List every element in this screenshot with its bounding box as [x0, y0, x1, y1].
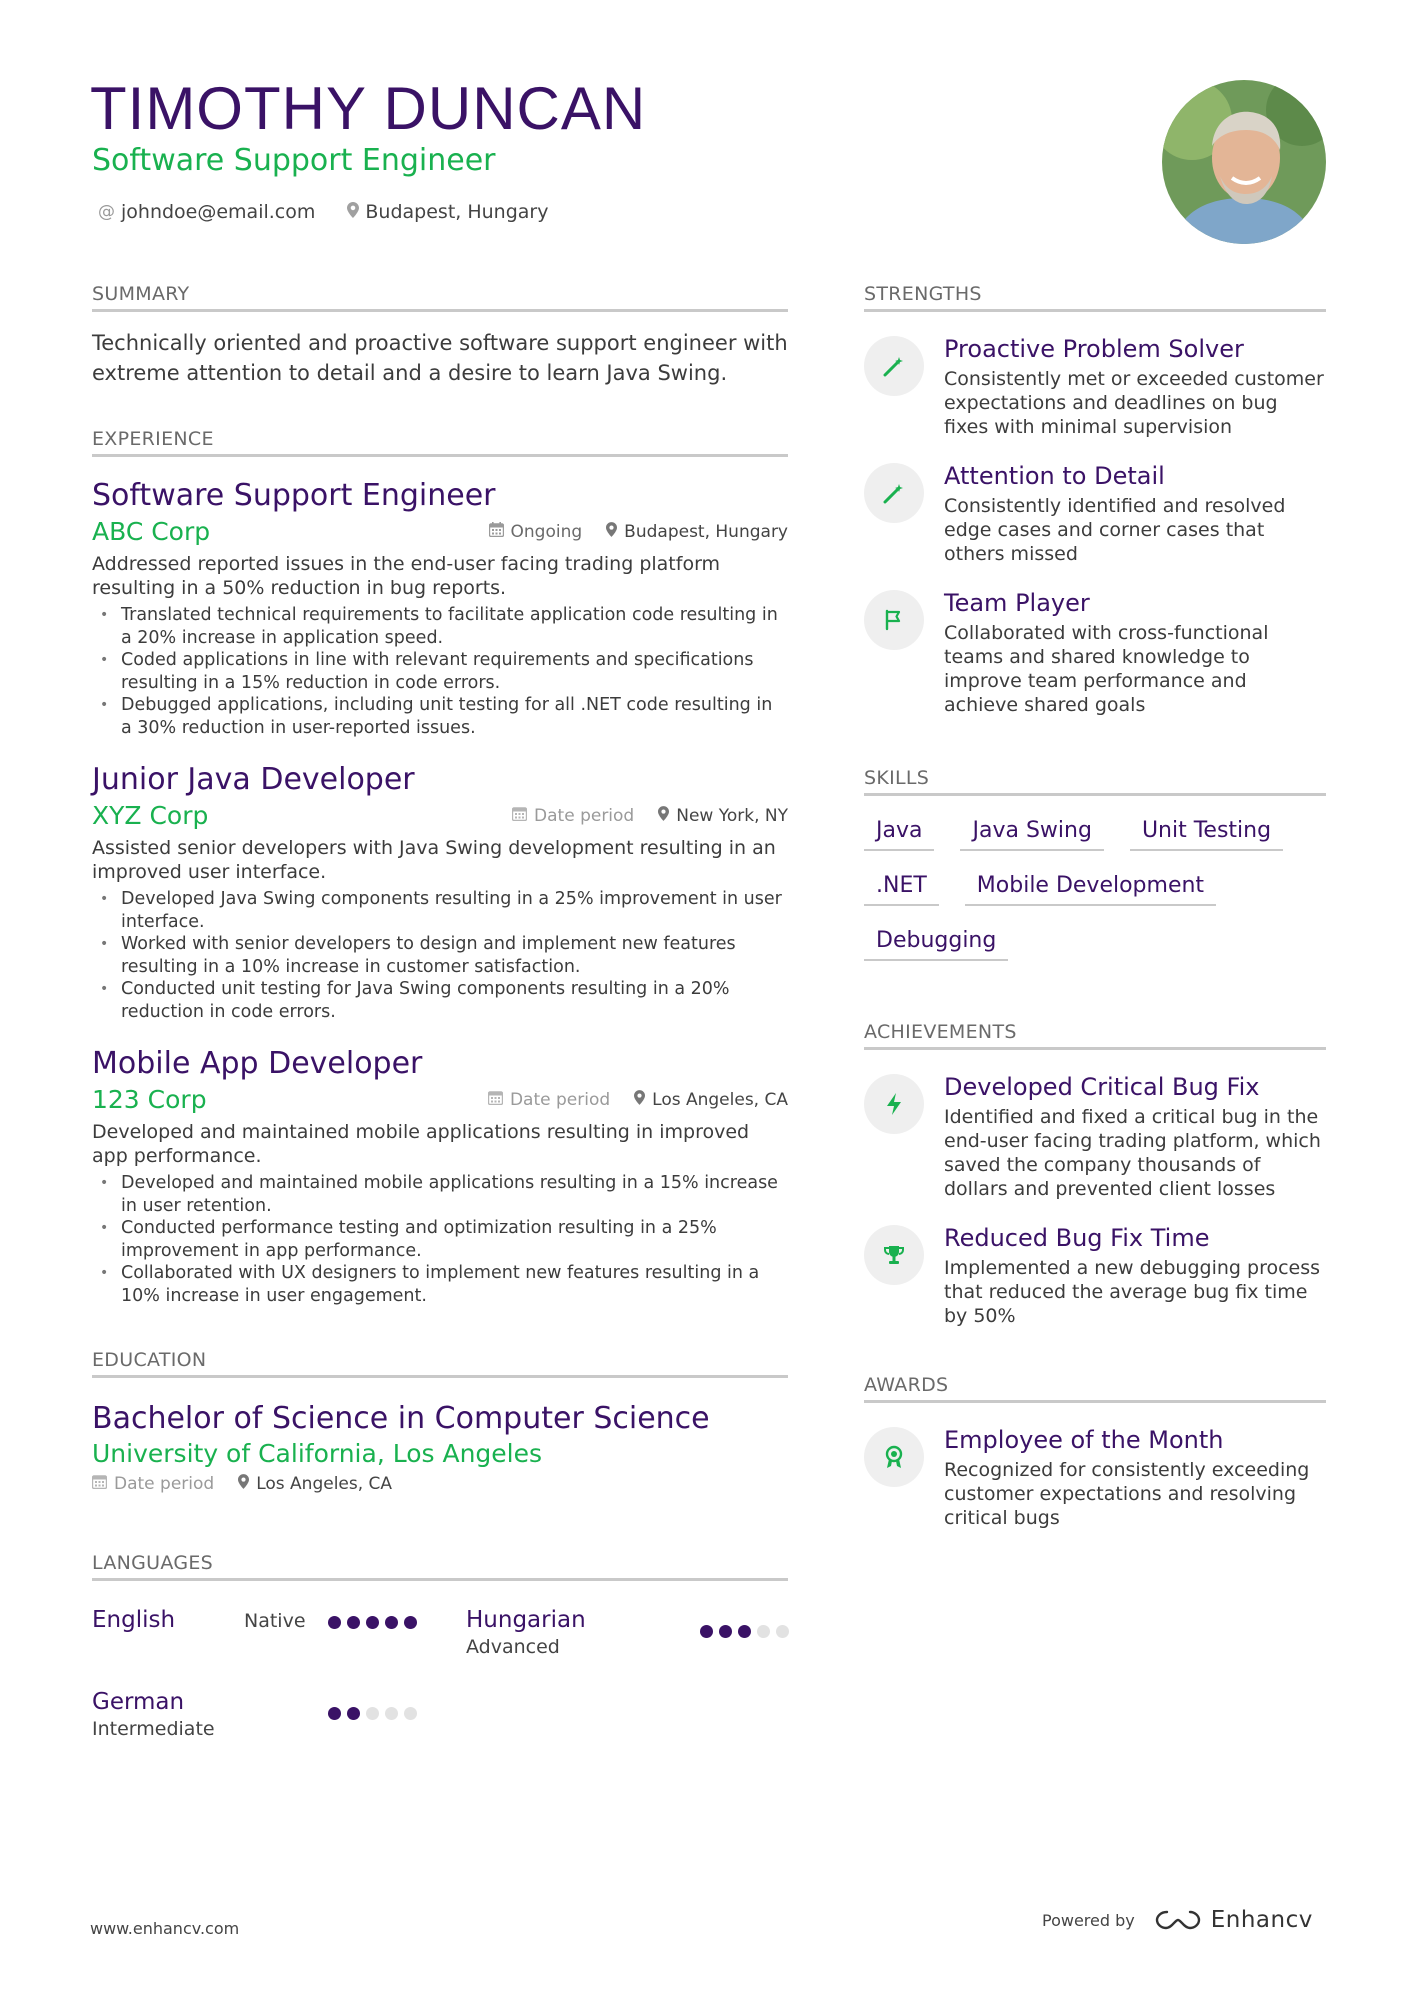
bullet-item: • Developed Java Swing components resulting in a 25% improvement in user interface. [92, 888, 788, 933]
award-ribbon-icon [864, 1427, 924, 1487]
left-column [92, 283, 788, 1757]
job-bullets [92, 1172, 788, 1307]
strength-item [864, 588, 1326, 717]
bullet-item: • Conducted unit testing for Java Swing components resulting in a 20% reduction in code errors. [92, 978, 788, 1023]
job-bullets [92, 888, 788, 1023]
language-level: Intermediate [92, 1718, 215, 1740]
language-level: Native [244, 1610, 306, 1632]
location-pin-icon [606, 522, 617, 542]
bullet-item: • Worked with senior developers to design and implement new features resulting in a 10% increase in customer satisfaction. [92, 933, 788, 978]
languages-list [92, 1607, 788, 1757]
company-name: 123 Corp [92, 1085, 207, 1114]
language-name: Hungarian [466, 1607, 586, 1633]
summary-text: Technically oriented and proactive software support engineer with extreme attention to detail and a desire to learn Java Swing. [92, 331, 788, 385]
language-item [92, 1607, 175, 1633]
achievement-title: Developed Critical Bug Fix [944, 1073, 1260, 1101]
language-name: English [92, 1607, 176, 1633]
rating-dot-filled [738, 1625, 751, 1638]
strength-title: Attention to Detail [944, 462, 1165, 490]
candidate-role: Software Support Engineer [92, 143, 496, 178]
magic-wand-icon [864, 463, 924, 523]
calendar-icon [92, 1474, 107, 1494]
awards-heading: AWARDS [864, 1374, 1326, 1403]
lightning-icon [864, 1074, 924, 1134]
location-contact [347, 201, 548, 223]
strength-item [864, 461, 1326, 566]
location-pin-icon [347, 202, 359, 223]
brand-name: Enhancv [1210, 1907, 1313, 1933]
company-name: ABC Corp [92, 517, 211, 546]
language-item [92, 1689, 215, 1740]
rating-dot-empty [404, 1707, 417, 1720]
skills-heading: SKILLS [864, 767, 1326, 796]
strength-description: Collaborated with cross-functional teams and shared knowledge to improve team performance and achieve shared goals [944, 622, 1269, 716]
strength-title: Team Player [944, 589, 1090, 617]
award-description: Recognized for consistently exceeding customer expectations and resolving critical bugs [944, 1459, 1310, 1529]
rating-dot-filled [328, 1616, 341, 1629]
footer-branding [1042, 1907, 1313, 1933]
bullet-item: • Collaborated with UX designers to implement new features resulting in a 10% increase in user engagement. [92, 1262, 788, 1307]
flag-icon [864, 590, 924, 650]
at-sign-icon: @ [98, 202, 115, 222]
school-name: University of California, Los Angeles [92, 1439, 543, 1468]
job-description: Addressed reported issues in the end-user facing trading platform resulting in a 50% reduction in bug reports. [92, 553, 721, 599]
calendar-icon [488, 1090, 503, 1110]
job-bullets [92, 604, 788, 739]
rating-dot-filled [328, 1707, 341, 1720]
email-contact[interactable] [98, 201, 315, 223]
achievement-item [864, 1223, 1326, 1328]
skill-tag: Java [864, 818, 934, 851]
experience-entry [92, 1045, 788, 1307]
bullet-item: • Translated technical requirements to facilitate application code resulting in a 20% increase in application speed. [92, 604, 788, 649]
language-item [466, 1607, 586, 1658]
rating-dot-filled [700, 1625, 713, 1638]
experience-heading: EXPERIENCE [92, 428, 788, 457]
strength-description: Consistently identified and resolved edge cases and corner cases that others missed [944, 495, 1286, 565]
language-rating [328, 1616, 417, 1629]
language-rating [700, 1625, 789, 1638]
experience-entry [92, 761, 788, 1023]
company-name: XYZ Corp [92, 801, 209, 830]
right-column [864, 283, 1326, 1530]
bullet-item: • Developed and maintained mobile applications resulting in a 15% increase in user retention. [92, 1172, 788, 1217]
bullet-item: • Coded applications in line with relevant requirements and specifications resulting in a 15% reduction in code errors. [92, 649, 788, 694]
job-location: Los Angeles, CA [652, 1089, 788, 1110]
rating-dot-filled [719, 1625, 732, 1638]
job-description: Assisted senior developers with Java Swing development resulting in an improved user interface. [92, 837, 776, 883]
rating-dot-empty [757, 1625, 770, 1638]
achievement-description: Implemented a new debugging process that reduced the average bug fix time by 50% [944, 1257, 1321, 1327]
experience-entry [92, 477, 788, 739]
job-title: Mobile App Developer [92, 1046, 423, 1081]
calendar-icon [489, 522, 504, 542]
trophy-icon [864, 1225, 924, 1285]
job-description: Developed and maintained mobile applications resulting in improved app performance. [92, 1121, 750, 1167]
education-location: Los Angeles, CA [256, 1474, 393, 1494]
job-location: New York, NY [676, 805, 788, 826]
award-title: Employee of the Month [944, 1426, 1224, 1454]
rating-dot-filled [347, 1707, 360, 1720]
language-level: Advanced [466, 1636, 560, 1658]
magic-wand-icon [864, 336, 924, 396]
bullet-item: • Debugged applications, including unit testing for all .NET code resulting in a 30% reduction in user-reported issues. [92, 694, 788, 739]
achievements-heading: ACHIEVEMENTS [864, 1021, 1326, 1050]
award-item [864, 1425, 1326, 1530]
rating-dot-empty [776, 1625, 789, 1638]
education-period: Date period [114, 1474, 215, 1494]
skill-tag: Java Swing [960, 818, 1103, 851]
rating-dot-filled [404, 1616, 417, 1629]
contact-info [98, 201, 548, 223]
powered-by-label: Powered by [1042, 1910, 1135, 1930]
skill-tag: Debugging [864, 928, 1008, 961]
rating-dot-empty [366, 1707, 379, 1720]
enhancv-logo[interactable] [1155, 1907, 1313, 1933]
skill-tag: Mobile Development [965, 873, 1216, 906]
footer-website[interactable]: www.enhancv.com [90, 1919, 240, 1938]
skills-list [864, 818, 1326, 961]
email-text: johndoe@email.com [121, 201, 316, 223]
job-period: Date period [509, 1089, 611, 1110]
bullet-item: • Conducted performance testing and optimization resulting in a 25% improvement in app performance. [92, 1217, 788, 1262]
education-heading: EDUCATION [92, 1349, 788, 1378]
job-title: Junior Java Developer [92, 762, 415, 797]
achievement-description: Identified and fixed a critical bug in the end-user facing trading platform, which saved the company thousands of dollars and prevented client losses [944, 1106, 1321, 1200]
language-rating [328, 1707, 417, 1720]
degree-title: Bachelor of Science in Computer Science [92, 1401, 710, 1436]
achievement-item [864, 1072, 1326, 1201]
location-text: Budapest, Hungary [365, 201, 549, 223]
summary-heading: SUMMARY [92, 283, 788, 312]
location-pin-icon [658, 806, 669, 826]
strengths-heading: STRENGTHS [864, 283, 1326, 312]
skill-tag: Unit Testing [1130, 818, 1283, 851]
strength-description: Consistently met or exceeded customer expectations and deadlines on bug fixes with minimal supervision [944, 368, 1324, 438]
job-period: Date period [534, 805, 635, 826]
job-title: Software Support Engineer [92, 478, 496, 513]
skill-tag: .NET [864, 873, 939, 906]
job-location: Budapest, Hungary [624, 521, 788, 542]
rating-dot-filled [385, 1616, 398, 1629]
location-pin-icon [238, 1474, 249, 1494]
achievement-title: Reduced Bug Fix Time [944, 1224, 1210, 1252]
languages-heading: LANGUAGES [92, 1552, 788, 1581]
candidate-name: TIMOTHY DUNCAN [90, 75, 647, 142]
rating-dot-empty [385, 1707, 398, 1720]
location-pin-icon [634, 1090, 645, 1110]
calendar-icon [512, 806, 527, 826]
rating-dot-filled [366, 1616, 379, 1629]
strength-title: Proactive Problem Solver [944, 335, 1244, 363]
avatar [1162, 80, 1326, 244]
strength-item [864, 334, 1326, 439]
rating-dot-filled [347, 1616, 360, 1629]
language-name: German [92, 1689, 185, 1715]
job-period: Ongoing [510, 521, 583, 542]
